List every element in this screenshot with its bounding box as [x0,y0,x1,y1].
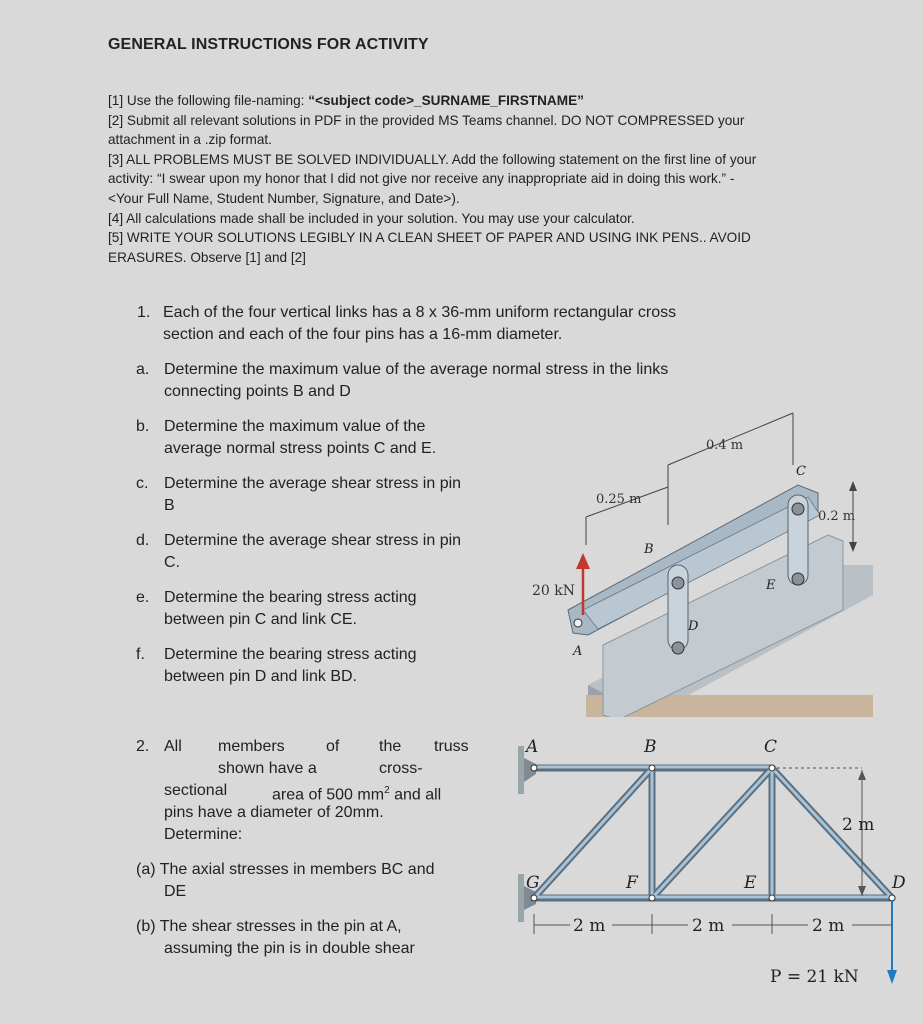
file-naming-format: “<subject code>_SURNAME_FIRSTNAME” [308,93,584,108]
truss-member-highlights [534,767,892,898]
height-dim-label: 2 m [842,815,875,835]
pin-G [531,895,537,901]
point-label-A: A [573,644,583,659]
pin-A-hole [574,619,582,627]
pin-E [769,895,775,901]
point-label-C: C [796,464,806,479]
problem-2-statement: 2. All members of the truss shown have a cross- sectional area of 500 $mm^2$ and all pins have a diameter of 20mm. Determine: [136,738,469,843]
load-label: 20 kN [532,583,575,599]
instruction-5: [5] WRITE YOUR SOLUTIONS LEGIBLY IN A CLEAN SHEET OF PAPER AND USING INK PENS.. AVOID ERASURES. Observe [1] and [2] [108,230,751,265]
joint-label-F: F [626,873,638,893]
pin-E [792,573,804,585]
dim-025-label: 0.25 m [596,492,642,507]
joint-label-G: G [526,873,540,893]
dim-02-label: 0.2 m [818,509,856,524]
joint-label-C: C [764,737,778,757]
span-label-2: 2 m [692,916,725,936]
truss-figure [512,728,912,992]
general-instructions [108,91,808,267]
instruction-3: [3] ALL PROBLEMS MUST BE SOLVED INDIVIDUALLY. Add the following statement on the first line of your activity: “I swear upon my honor that I did not give nor receive any inappropriate aid in doing this work.” - <Your Full Name, Student Number, Signature, and Date>). [108,151,757,206]
joint-label-E: E [744,873,757,893]
instruction-4: [4] All calculations made shall be included in your solution. You may use your calculator. [108,210,635,226]
problem-2-number: 2. [136,738,150,755]
dim-02-arrow-bottom [849,542,857,552]
pin-B [649,765,655,771]
pin-F [649,895,655,901]
instruction-2: [2] Submit all relevant solutions in PDF in the provided MS Teams channel. DO NOT COMPRESSED your attachment in a .zip format. [108,112,745,148]
span-label-1: 2 m [573,916,606,936]
height-dim-arrow-top [858,770,866,780]
pin-D [672,642,684,654]
support-G [518,874,524,922]
pin-C [769,765,775,771]
problem-1-number: 1. [137,304,151,321]
load-arrow-head [576,553,590,569]
span-label-3: 2 m [812,916,845,936]
dim-04-label: 0.4 m [706,438,744,453]
load-P-label: P = 21 kN [770,967,859,987]
joint-label-B: B [644,737,657,757]
joint-label-D: D [892,873,906,893]
dim-02-arrow-top [849,481,857,491]
support-A [518,746,524,794]
instruction-1: [1] Use the following file-naming: “<subject code>_SURNAME_FIRSTNAME” [108,93,584,108]
page-title: GENERAL INSTRUCTIONS FOR ACTIVITY [108,36,429,53]
point-label-B: B [644,542,654,557]
joint-label-A: A [526,737,539,757]
pin-B [672,577,684,589]
pin-C [792,503,804,515]
point-label-E: E [766,578,776,593]
links-pins-figure [528,405,873,717]
point-label-D: D [688,619,699,634]
problem-1-statement: 1. Each of the four vertical links has a 8 x 36-mm uniform rectangular cross section and each of the four pins has a 16-mm diameter. [137,304,677,343]
pin-A [531,765,537,771]
load-P-head [887,970,897,984]
